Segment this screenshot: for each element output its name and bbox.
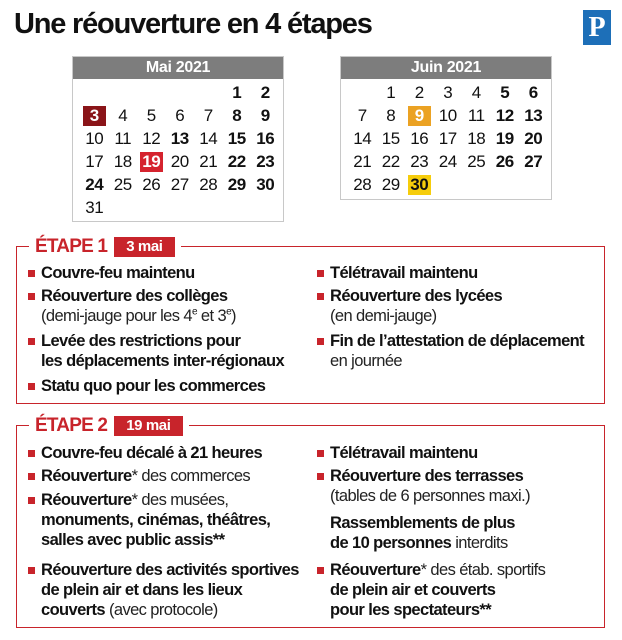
- calendar-day: 23: [256, 152, 275, 171]
- calendar-day: 4: [471, 83, 481, 102]
- calendar-day: 12: [495, 106, 514, 125]
- calendar-day: 6: [175, 106, 185, 125]
- stage-2-item-terrasses: Réouverture des terrasses (tables de 6 personnes maxi.): [330, 467, 530, 505]
- calendar-day: 5: [146, 106, 156, 125]
- calendar-day-highlighted: 19: [137, 150, 166, 173]
- calendar-day: 15: [381, 129, 400, 148]
- calendar-day: 11: [467, 106, 485, 125]
- calendar-day: 8: [386, 106, 396, 125]
- calendar-day: 12: [142, 129, 161, 148]
- calendar-day: 28: [199, 175, 218, 194]
- calendar-day: 23: [410, 152, 429, 171]
- le-parisien-logo: P: [583, 10, 611, 45]
- calendar-day: 15: [227, 129, 246, 148]
- calendar-day: 2: [414, 83, 424, 102]
- calendar-day: 9: [260, 106, 270, 125]
- calendar-day: 22: [381, 152, 400, 171]
- calendar-empty-cell: [348, 81, 377, 104]
- calendar-day: 29: [227, 175, 246, 194]
- calendar-day: 10: [85, 129, 104, 148]
- calendar-day: 6: [528, 83, 538, 102]
- stage-2-item-commerces: Réouverture* des commerces: [41, 467, 251, 485]
- calendar-day: 16: [256, 129, 275, 148]
- calendar-empty-cell: [194, 81, 223, 104]
- stage-2-box: [16, 415, 605, 628]
- calendar-day: 18: [113, 152, 132, 171]
- stage-1-item-colleges: Réouverture des collèges (demi-jauge pour les 4e et 3e): [41, 287, 236, 325]
- stage-1-item-teletravail: Télétravail maintenu: [330, 264, 478, 282]
- stage-2-item-sport: Réouverture des activités sportives de plein air et dans les lieux couverts (avec protocole): [41, 561, 299, 619]
- stage-2-item-teletravail: Télétravail maintenu: [330, 444, 478, 462]
- calendar-day: 21: [353, 152, 372, 171]
- calendar-month-label: Mai 2021: [73, 57, 283, 79]
- calendar-day: 24: [85, 175, 104, 194]
- calendar-day: 22: [227, 152, 246, 171]
- calendar-day: 11: [114, 129, 132, 148]
- calendar-empty-cell: [80, 81, 109, 104]
- calendar-day: 1: [232, 83, 242, 102]
- calendar-day: 7: [357, 106, 367, 125]
- calendar-juin-2021: [340, 56, 552, 200]
- calendar-day-highlighted: 3: [80, 104, 109, 127]
- calendar-day: 7: [203, 106, 213, 125]
- calendar-day: 14: [353, 129, 372, 148]
- stage-2-title: ÉTAPE 2: [35, 415, 108, 436]
- stage-1-item-attestation: Fin de l’attestation de déplacement en journée: [330, 332, 585, 370]
- calendar-empty-cell: [137, 81, 166, 104]
- calendar-day: 17: [438, 129, 457, 148]
- calendar-day: 4: [118, 106, 128, 125]
- stage-1-box: [16, 236, 605, 404]
- calendar-day: 5: [500, 83, 510, 102]
- calendar-day: 20: [170, 152, 189, 171]
- stage-2-header: [29, 414, 189, 438]
- calendar-day: 2: [260, 83, 270, 102]
- calendar-day: 14: [199, 129, 218, 148]
- stage-1-item-lycees: Réouverture des lycées (en demi-jauge): [330, 287, 503, 325]
- calendar-day: 26: [495, 152, 514, 171]
- calendar-days-grid: [341, 79, 551, 196]
- calendar-days-grid: [73, 79, 283, 219]
- calendar-day: 31: [85, 198, 104, 217]
- calendar-day: 8: [232, 106, 242, 125]
- calendar-day: 30: [256, 175, 275, 194]
- stage-2-item-couvre-feu: Couvre-feu décalé à 21 heures: [41, 444, 263, 462]
- calendar-day: 25: [113, 175, 132, 194]
- stage-1-item-couvre-feu: Couvre-feu maintenu: [41, 264, 195, 282]
- stage-1-item-commerces: Statu quo pour les commerces: [41, 377, 266, 395]
- calendar-day: 16: [410, 129, 429, 148]
- calendar-day: 28: [353, 175, 372, 194]
- stage-2-item-musees: Réouverture* des musées, monuments, cinémas, théâtres, salles avec public assis**: [41, 491, 271, 549]
- calendar-day: 27: [524, 152, 543, 171]
- calendar-day: 13: [170, 129, 189, 148]
- calendar-day: 24: [438, 152, 457, 171]
- calendar-day-highlighted: 30: [405, 173, 434, 196]
- calendar-day: 3: [443, 83, 453, 102]
- stage-1-header: [29, 235, 181, 259]
- calendar-day: 25: [467, 152, 486, 171]
- infographic-title: Une réouverture en 4 étapes: [14, 8, 372, 40]
- calendar-day-highlighted: 9: [405, 104, 434, 127]
- calendar-day: 26: [142, 175, 161, 194]
- calendar-month-label: Juin 2021: [341, 57, 551, 79]
- calendar-day: 20: [524, 129, 543, 148]
- calendar-empty-cell: [109, 81, 138, 104]
- calendar-mai-2021: [72, 56, 284, 222]
- calendar-day: 13: [524, 106, 543, 125]
- stage-2-item-rassemblements: Rassemblements de plus de 10 personnes interdits: [330, 514, 515, 552]
- calendar-empty-cell: [166, 81, 195, 104]
- calendar-day: 1: [386, 83, 396, 102]
- calendar-day: 18: [467, 129, 486, 148]
- stage-1-title: ÉTAPE 1: [35, 236, 108, 257]
- calendar-day: 17: [85, 152, 104, 171]
- stage-2-item-etab-sportifs: Réouverture* des étab. sportifs de plein air et couverts pour les spectateurs**: [330, 561, 546, 619]
- calendar-day: 27: [170, 175, 189, 194]
- stage-1-item-restrictions: Levée des restrictions pour les déplacements inter-régionaux: [41, 332, 285, 370]
- calendar-day: 19: [495, 129, 514, 148]
- stage-1-date-badge: 3 mai: [114, 237, 174, 257]
- calendar-day: 29: [381, 175, 400, 194]
- calendar-day: 21: [199, 152, 218, 171]
- calendar-day: 10: [438, 106, 457, 125]
- stage-2-date-badge: 19 mai: [114, 416, 182, 436]
